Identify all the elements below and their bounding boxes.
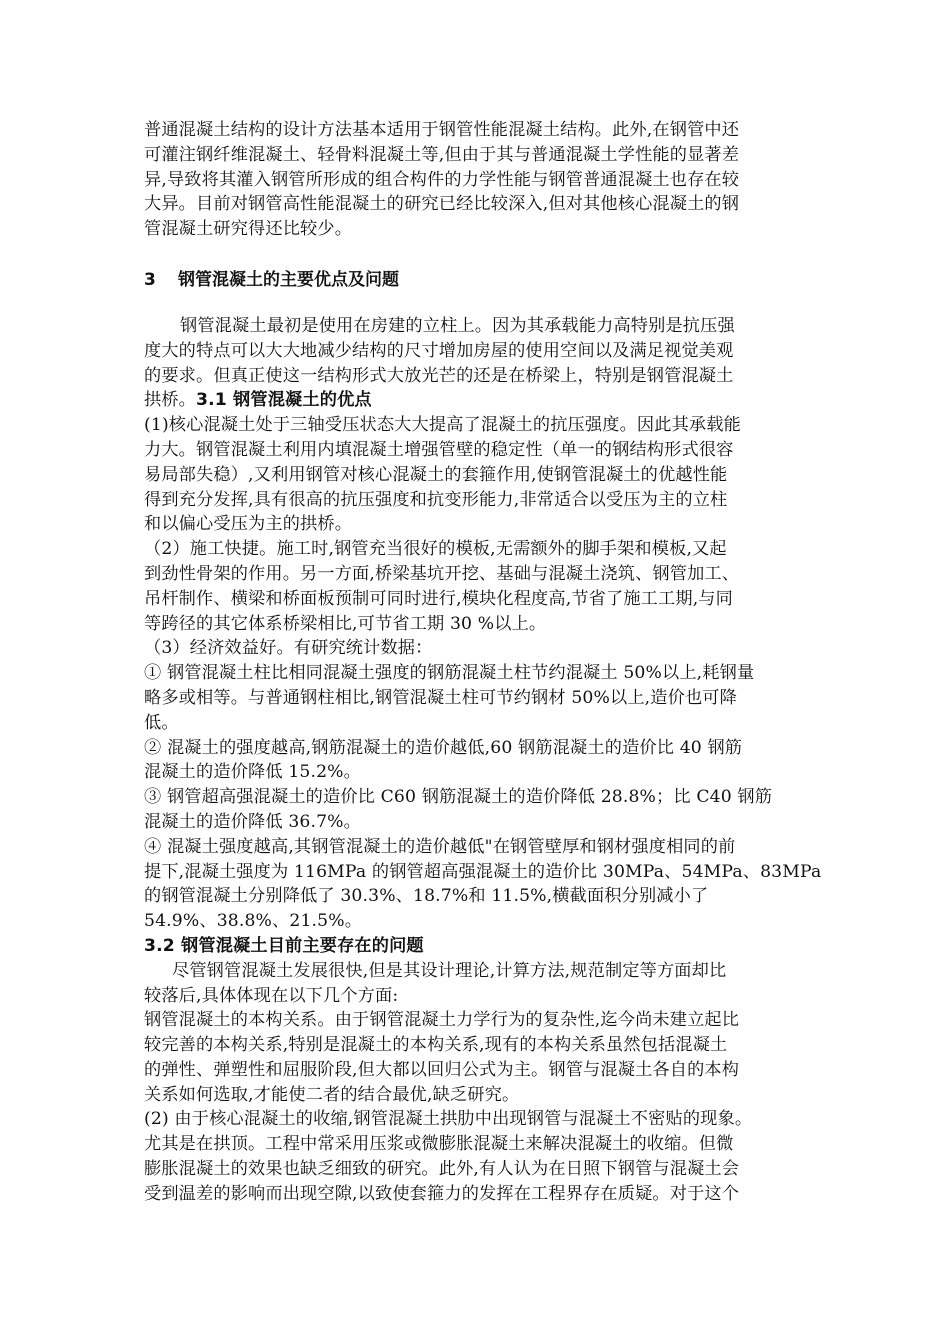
text-line: 和以偏心受压为主的拱桥。 [144, 514, 353, 535]
intro-paragraph [144, 118, 824, 242]
text-line: （2）施工快捷。施工时,钢管充当很好的模板,无需额外的脚手架和模板,又起 [144, 539, 727, 560]
statistic-4 [144, 835, 824, 934]
text-fragment: 拱桥。 [144, 390, 197, 411]
problem-2 [144, 1107, 824, 1206]
text-line: 尤其是在拱顶。工程中常采用压浆或微膨胀混凝土来解决混凝土的收缩。但微 [144, 1134, 734, 1155]
text-line: 略多或相等。与普通钢柱相比,钢管混凝土柱可节约钢材 50%以上,造价也可降 [144, 687, 737, 708]
text-line: 54.9%、38.8%、21.5%。 [144, 911, 363, 932]
text-line: 尽管钢管混凝土发展很快,但是其设计理论,计算方法,规范制定等方面却比 [172, 960, 727, 981]
text-line: 得到充分发挥,具有很高的抗压强度和抗变形能力,非常适合以受压为主的立柱 [144, 489, 728, 510]
text-line: 度大的特点可以大大地减少结构的尺寸增加房屋的使用空间以及满足视觉美观 [144, 340, 734, 361]
text-line: 可灌注钢纤维混凝土、轻骨料混凝土等,但由于其与普通混凝土学性能的显著差 [144, 144, 740, 165]
statistic-1 [144, 661, 824, 735]
text-line: 吊杆制作、横梁和桥面板预制可同时进行,模块化程度高,节省了施工工期,与同 [144, 588, 733, 609]
text-line: 混凝土的造价降低 15.2%。 [144, 762, 362, 783]
text-line: 的弹性、弹塑性和屈服阶段,但大都以回归公式为主。钢管与混凝土各自的本构 [144, 1059, 740, 1080]
text-line: 普通混凝土结构的设计方法基本适用于钢管性能混凝土结构。此外,在钢管中还 [144, 120, 740, 140]
text-line: 膨胀混凝土的效果也缺乏细致的研究。此外,有人认为在日照下钢管与混凝土会 [144, 1159, 740, 1180]
section-3-paragraph [144, 314, 824, 413]
text-line: 提下,混凝土强度为 116MPa 的钢管超高强混凝土的造价比 30MPa、54MPa、83MPa [144, 861, 822, 882]
text-line: 关系如何选取,才能使二者的结合最优,缺乏研究。 [144, 1084, 520, 1105]
text-line: 受到温差的影响而出现空隙,以致使套箍力的发挥在工程界存在质疑。对于这个 [144, 1183, 740, 1204]
text-line: 较完善的本构关系,特别是混凝土的本构关系,现有的本构关系虽然包括混凝土 [144, 1035, 728, 1056]
text-line: 管混凝土研究得还比较少。 [144, 219, 353, 240]
section-title: 钢管混凝土的主要优点及问题 [178, 269, 399, 290]
spacer [144, 292, 824, 314]
text-line: 力大。钢管混凝土利用内填混凝土增强管壁的稳定性（单一的钢结构形式很容 [144, 439, 734, 460]
text-line: 钢管混凝土最初是使用在房建的立柱上。因为其承载能力高特别是抗压强 [180, 315, 735, 336]
section-3-2-intro [144, 959, 824, 1009]
text-line: （3）经济效益好。有研究统计数据： [144, 638, 433, 659]
text-line: 的钢管混凝土分别降低了 30.3%、18.7%和 11.5%,横截面积分别减小了 [144, 886, 709, 907]
text-line: ① 钢管混凝土柱比相同混凝土强度的钢筋混凝土柱节约混凝土 50%以上,耗钢量 [144, 663, 755, 684]
text-line: 较落后,具体体现在以下几个方面: [144, 985, 399, 1006]
text-line: ② 混凝土的强度越高,钢筋混凝土的造价越低,60 钢筋混凝土的造价比 40 钢筋 [144, 737, 743, 758]
advantage-1 [144, 413, 824, 537]
text-line [144, 388, 824, 413]
advantage-3 [144, 636, 824, 661]
section-number: 3 [144, 269, 156, 290]
section-3-heading [144, 268, 824, 292]
text-line: 的要求。但真正使这一结构形式大放光芒的还是在桥梁上，特别是钢管混凝土 [144, 365, 734, 386]
spacer [144, 242, 824, 268]
section-3-2-heading: 3.2 钢管混凝土目前主要存在的问题 [144, 935, 424, 956]
statistic-3 [144, 785, 824, 835]
text-line: (1)核心混凝土处于三轴受压状态大大提高了混凝土的抗压强度。因此其承载能 [144, 415, 741, 436]
text-line: 到劲性骨架的作用。另一方面,桥梁基坑开挖、基础与混凝土浇筑、钢管加工、 [144, 563, 740, 584]
text-line: (2) 由于核心混凝土的收缩,钢管混凝土拱肋中出现钢管与混凝土不密贴的现象。 [144, 1109, 753, 1130]
text-line: 等跨径的其它体系桥梁相比,可节省工期 30 %以上。 [144, 613, 547, 634]
advantage-2 [144, 537, 824, 636]
statistic-2 [144, 736, 824, 786]
document-page [144, 118, 824, 1207]
section-3-1-heading: 3.1 钢管混凝土的优点 [196, 390, 372, 411]
text-line: ④ 混凝土强度越高,其钢管混凝土的造价越低"在钢管壁厚和钢材强度相同的前 [144, 836, 736, 857]
text-line: ③ 钢管超高强混凝土的造价比 C60 钢筋混凝土的造价降低 28.8%；比 C40 钢筋 [144, 787, 773, 808]
text-line: 大异。目前对钢管高性能混凝土的研究已经比较深入,但对其他核心混凝土的钢 [144, 194, 740, 215]
text-line: 异,导致将其灌入钢管所形成的组合构件的力学性能与钢管普通混凝土也存在较 [144, 169, 740, 190]
text-line: 钢管混凝土的本构关系。由于钢管混凝土力学行为的复杂性,迄今尚未建立起比 [144, 1010, 740, 1031]
text-line: 低。 [144, 712, 179, 733]
text-line: 混凝土的造价降低 36.7%。 [144, 811, 362, 832]
text-line: 易局部失稳）,又利用钢管对核心混凝土的套箍作用,使钢管混凝土的优越性能 [144, 464, 728, 485]
problem-1 [144, 1008, 824, 1107]
